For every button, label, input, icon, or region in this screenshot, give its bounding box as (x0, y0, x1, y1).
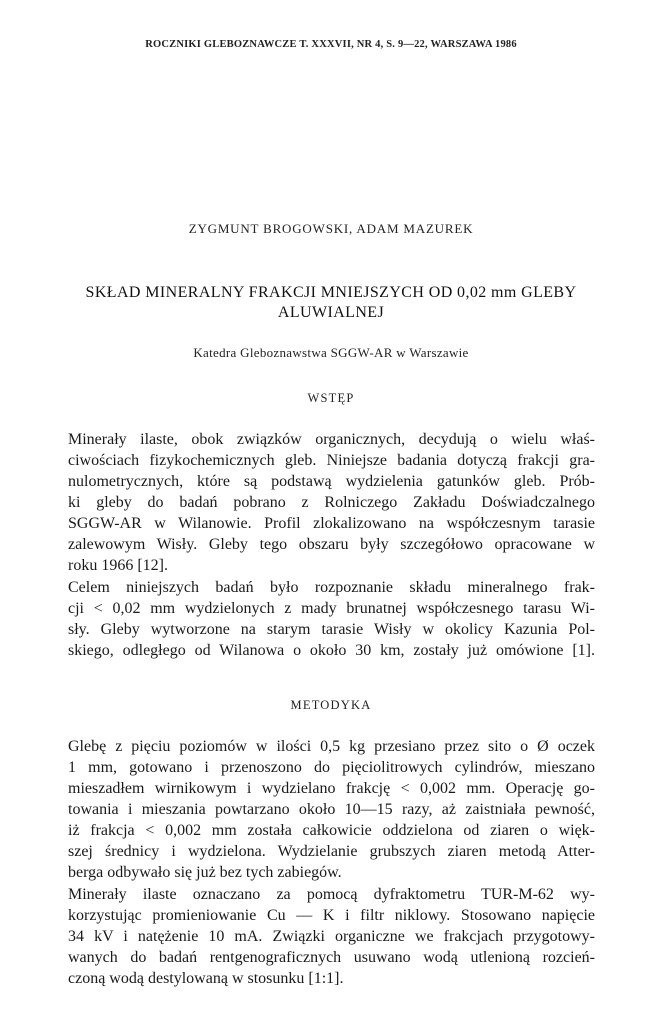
text-line: Minerały ilaste, obok związków organicznych, decydują o wielu właś- (68, 431, 595, 448)
section-heading-wstep: WSTĘP (307, 391, 355, 405)
article-authors: ZYGMUNT BROGOWSKI, ADAM MAZUREK (188, 221, 474, 236)
text-line: cji < 0,02 mm wydzielonych z mady brunatnej współczesnego tarasu Wi- (68, 600, 595, 617)
section-heading-metodyka: METODYKA (290, 698, 372, 712)
text-line: ciwościach fizykochemicznych gleb. Niniejsze badania dotyczą frakcji gra- (68, 452, 595, 469)
text-line: czoną wodą destylowaną w stosunku [1:1]. (68, 970, 344, 987)
text-line: 34 kV i natężenie 10 mA. Związki organiczne we frakcjach przygotowy- (68, 928, 595, 945)
wstep-paragraph-2 (68, 577, 595, 661)
text-line: mieszadłem wirnikowym i wydzielano frakcję < 0,002 mm. Operację go- (68, 780, 595, 797)
text-line: 1 mm, gotowano i przenoszono do pięciolitrowych cylindrów, mieszano (68, 759, 595, 776)
text-line: Celem niniejszych badań było rozpoznanie składu mineralnego frak- (68, 579, 595, 596)
text-line: korzystując promieniowanie Cu — K i filtr niklowy. Stosowano napięcie (68, 907, 595, 924)
text-line: SGGW-AR w Wilanowie. Profil zlokalizowano na współczesnym tarasie (68, 515, 595, 532)
text-line: szej średnicy i wydzielona. Wydzielanie grubszych ziaren metodą Atter- (68, 843, 595, 860)
wstep-paragraph-1 (68, 429, 595, 576)
text-line: Glebę z pięciu poziomów w ilości 0,5 kg przesiano przez sito o Ø oczek (68, 738, 595, 755)
metodyka-paragraph-1 (68, 736, 595, 883)
text-line: wanych do badań rentgenograficznych usuwano wodą utlenioną rozcień- (68, 949, 595, 966)
text-line: nulometrycznych, które są podstawą wydzielenia gatunków gleb. Prób- (68, 473, 595, 490)
metodyka-paragraph-2 (68, 884, 595, 989)
title-line-1: SKŁAD MINERALNY FRAKCJI MNIEJSZYCH OD 0,02 mm GLEBY (85, 284, 577, 301)
title-line-2: ALUWIALNEJ (277, 304, 385, 321)
text-line: iż frakcja < 0,002 mm została całkowicie oddzielona od ziaren o więk- (68, 822, 595, 839)
text-line: ki gleby do badań pobrano z Rolniczego Zakładu Doświadczalnego (68, 494, 595, 511)
text-line: sły. Gleby wytworzone na starym tarasie Wisły w okolicy Kazunia Pol- (68, 621, 595, 638)
running-header: ROCZNIKI GLEBOZNAWCZE T. XXXVII, NR 4, S. 9—22, WARSZAWA 1986 (145, 39, 517, 50)
article-title (60, 283, 602, 323)
text-line: skiego, odległego od Wilanowa o około 30 km, zostały już omówione [1]. (68, 642, 595, 659)
text-line: zalewowym Wisły. Gleby tego obszaru były szczegółowo opracowane w (68, 536, 595, 553)
text-line: towania i mieszania powtarzano około 10—15 razy, aż zaistniała pewność, (68, 801, 595, 818)
text-line: roku 1966 [12]. (68, 557, 168, 574)
article-affiliation: Katedra Gleboznawstwa SGGW-AR w Warszawie (193, 345, 469, 360)
text-line: Minerały ilaste oznaczano za pomocą dyfraktometru TUR-M-62 wy- (68, 886, 595, 903)
text-line: berga odbywało się już bez tych zabiegów. (68, 864, 342, 881)
